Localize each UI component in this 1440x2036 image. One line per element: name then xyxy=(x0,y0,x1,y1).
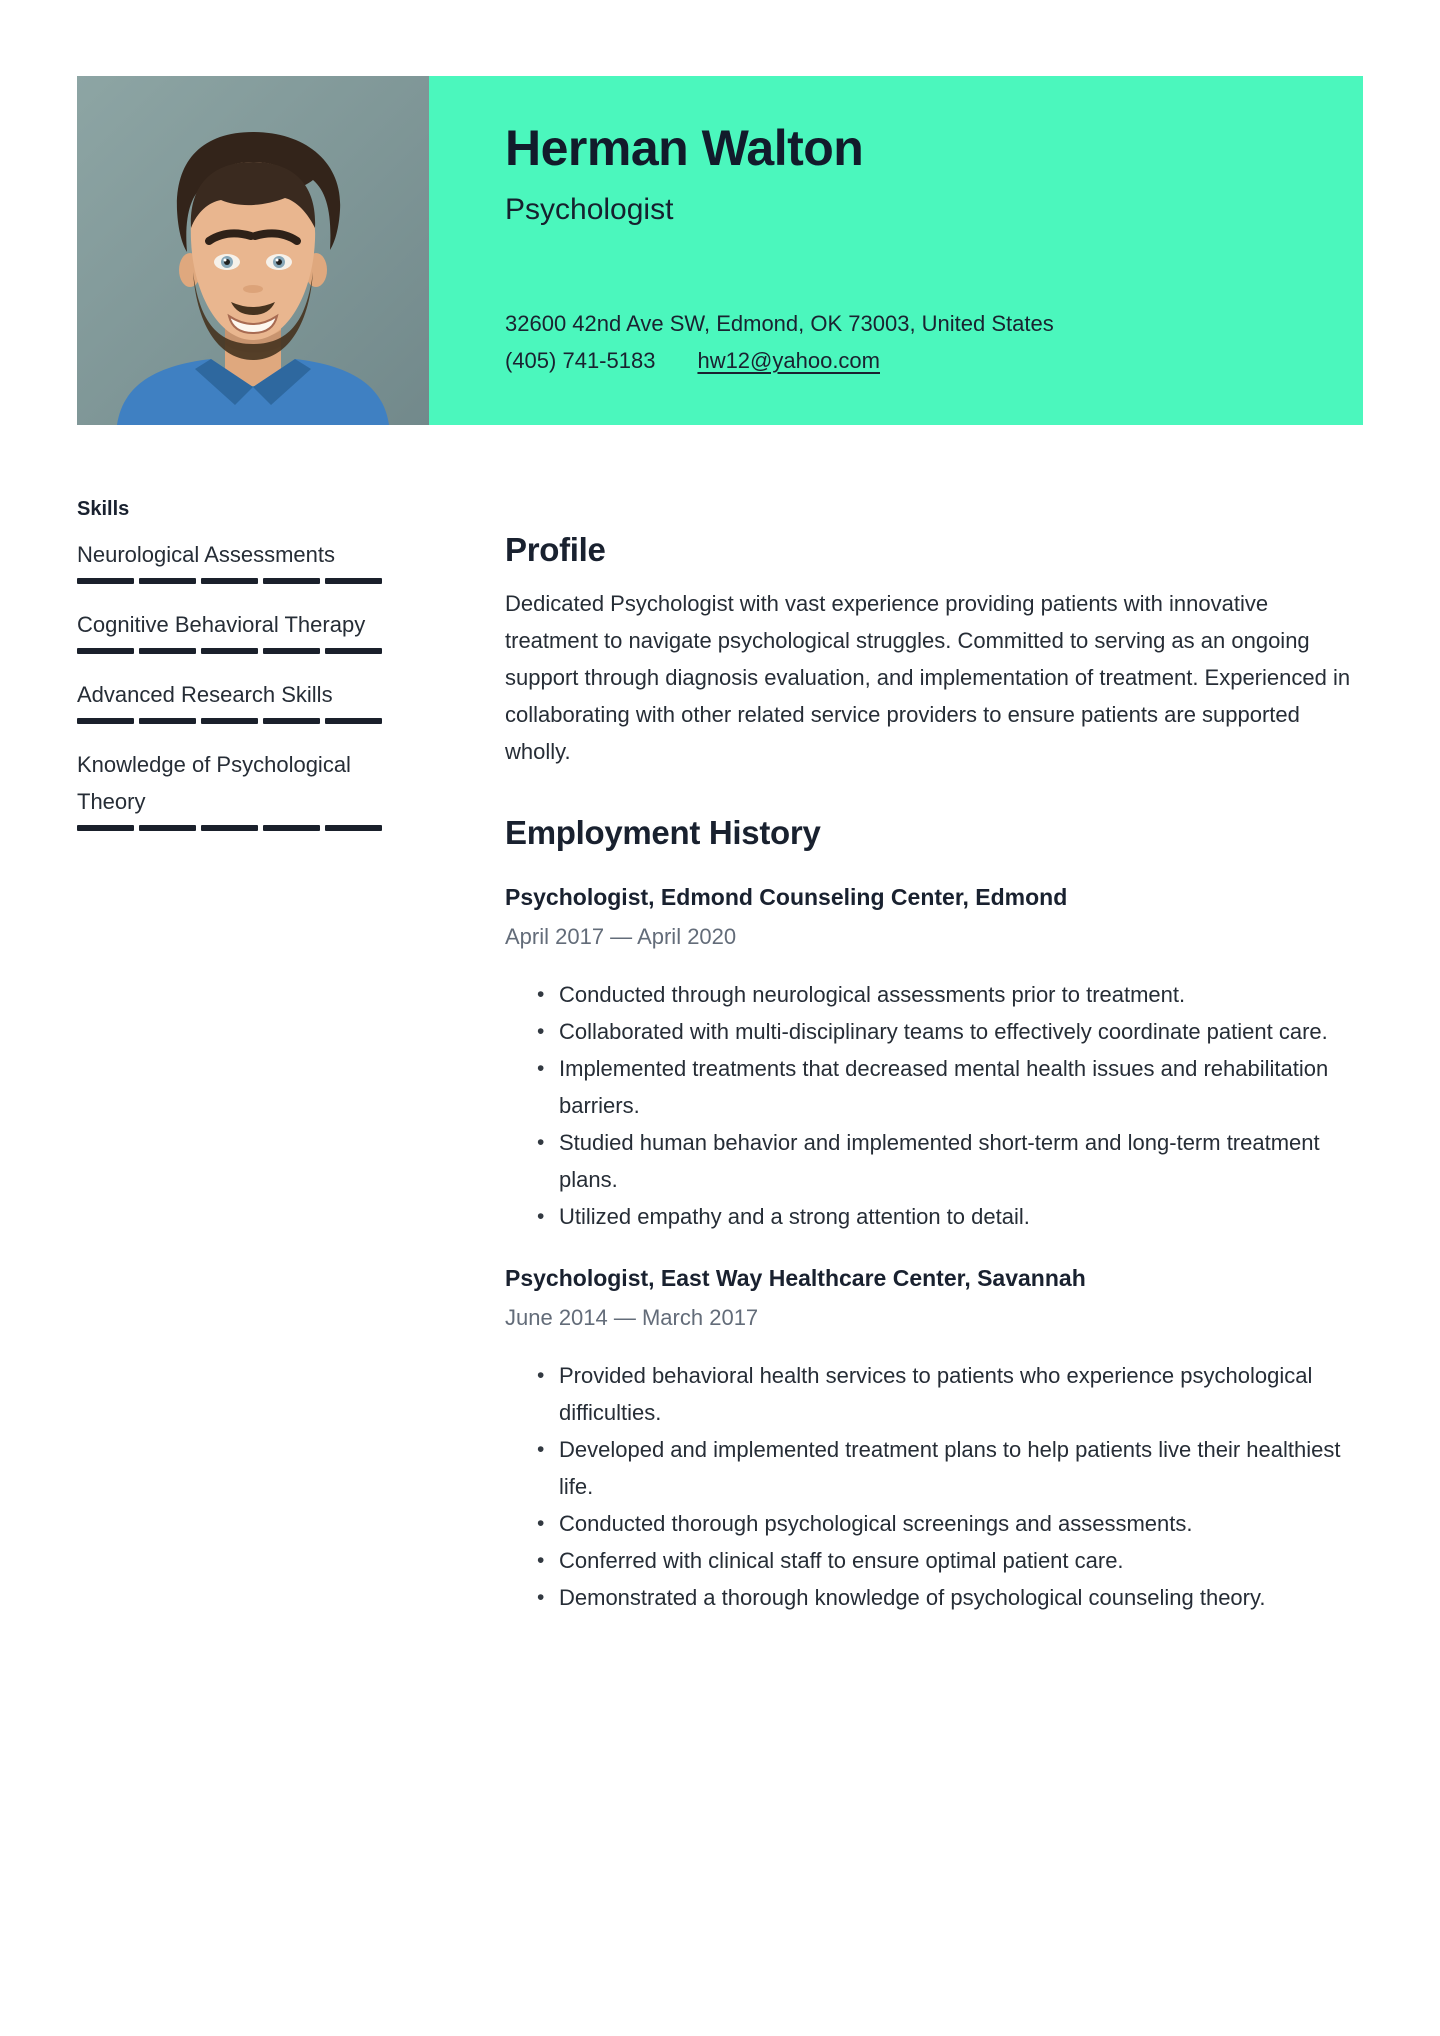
skill-bar-segment xyxy=(263,648,320,654)
skill-bar-segment xyxy=(139,718,196,724)
skill-item-neurological-assessments xyxy=(77,536,390,584)
main-column xyxy=(505,425,1363,1616)
contact-phone: (405) 741-5183 xyxy=(505,348,656,373)
skill-bar-segment xyxy=(263,825,320,831)
skill-bar-segment xyxy=(139,578,196,584)
skill-item-knowledge-of-psychological-theory xyxy=(77,746,390,831)
skill-bar-segment xyxy=(139,825,196,831)
skill-level-bar xyxy=(77,718,382,724)
resume-header xyxy=(77,76,1363,425)
job-bullet: • Provided behavioral health services to patients who experience psychological difficulties. xyxy=(505,1357,1363,1431)
skill-bar-segment xyxy=(201,825,258,831)
job-bullet: • Collaborated with multi-disciplinary teams to effectively coordinate patient care. xyxy=(505,1013,1363,1050)
resume-body xyxy=(77,425,1363,1616)
contact-line xyxy=(505,342,1303,379)
skill-bar-segment xyxy=(77,648,134,654)
profile-photo xyxy=(77,76,429,425)
skill-bar-segment xyxy=(77,825,134,831)
profile-heading: Profile xyxy=(505,531,606,568)
skill-name: Cognitive Behavioral Therapy xyxy=(77,612,366,637)
skill-bar-segment xyxy=(77,718,134,724)
job-bullet-list xyxy=(505,976,1363,1235)
skills-heading: Skills xyxy=(77,498,130,520)
skill-level-bar xyxy=(77,578,382,584)
job-bullet: • Implemented treatments that decreased mental health issues and rehabilitation barriers. xyxy=(505,1050,1363,1124)
skill-bar-segment xyxy=(325,648,382,654)
skill-name: Neurological Assessments xyxy=(77,542,336,567)
skill-bar-segment xyxy=(263,718,320,724)
contact-address: 32600 42nd Ave SW, Edmond, OK 73003, United States xyxy=(505,311,1054,336)
job-bullet: • Studied human behavior and implemented short-term and long-term treatment plans. xyxy=(505,1124,1363,1198)
skills-sidebar xyxy=(77,425,390,1616)
job-bullet: • Conferred with clinical staff to ensure optimal patient care. xyxy=(505,1542,1363,1579)
job-bullet: • Developed and implemented treatment plans to help patients live their healthiest life. xyxy=(505,1431,1363,1505)
skill-bar-segment xyxy=(139,648,196,654)
job-title: Psychologist, East Way Healthcare Center, Savannah xyxy=(505,1265,1086,1291)
portrait-illustration xyxy=(77,76,429,425)
skill-item-cognitive-behavioral-therapy xyxy=(77,606,390,654)
skill-bar-segment xyxy=(325,825,382,831)
job-entry-edmond-counseling-center xyxy=(505,882,1363,1235)
skill-bar-segment xyxy=(263,578,320,584)
job-bullet: • Conducted thorough psychological screenings and assessments. xyxy=(505,1505,1363,1542)
job-bullet: • Conducted through neurological assessments prior to treatment. xyxy=(505,976,1363,1013)
job-entry-east-way-healthcare-center xyxy=(505,1263,1363,1616)
skill-bar-segment xyxy=(325,718,382,724)
candidate-name: Herman Walton xyxy=(505,120,864,176)
header-green-panel xyxy=(429,76,1363,425)
skill-name: Knowledge of Psychological Theory xyxy=(77,752,351,814)
skill-bar-segment xyxy=(201,718,258,724)
skill-item-advanced-research-skills xyxy=(77,676,390,724)
contact-email-link[interactable]: hw12@yahoo.com xyxy=(697,348,880,373)
job-bullet-list xyxy=(505,1357,1363,1616)
employment-history-heading: Employment History xyxy=(505,814,821,851)
job-bullet: • Utilized empathy and a strong attention to detail. xyxy=(505,1198,1363,1235)
job-title: Psychologist, Edmond Counseling Center, Edmond xyxy=(505,884,1068,910)
job-bullet: • Demonstrated a thorough knowledge of psychological counseling theory. xyxy=(505,1579,1363,1616)
job-dates: June 2014 — March 2017 xyxy=(505,1305,759,1330)
job-dates: April 2017 — April 2020 xyxy=(505,924,737,949)
candidate-title: Psychologist xyxy=(505,193,674,226)
skill-level-bar xyxy=(77,825,382,831)
skill-bar-segment xyxy=(201,578,258,584)
skill-level-bar xyxy=(77,648,382,654)
skill-name: Advanced Research Skills xyxy=(77,682,333,707)
skill-bar-segment xyxy=(201,648,258,654)
skill-bar-segment xyxy=(77,578,134,584)
skill-bar-segment xyxy=(325,578,382,584)
contact-block xyxy=(505,305,1303,379)
profile-summary: Dedicated Psychologist with vast experience providing patients with innovative treatment to navigate psychological struggles. Committed to serving as an ongoing support through diagnosis evaluation, and implementation of treatment. Experienced in collaborating with other related service providers to ensure patients are supported wholly. xyxy=(505,591,1351,764)
